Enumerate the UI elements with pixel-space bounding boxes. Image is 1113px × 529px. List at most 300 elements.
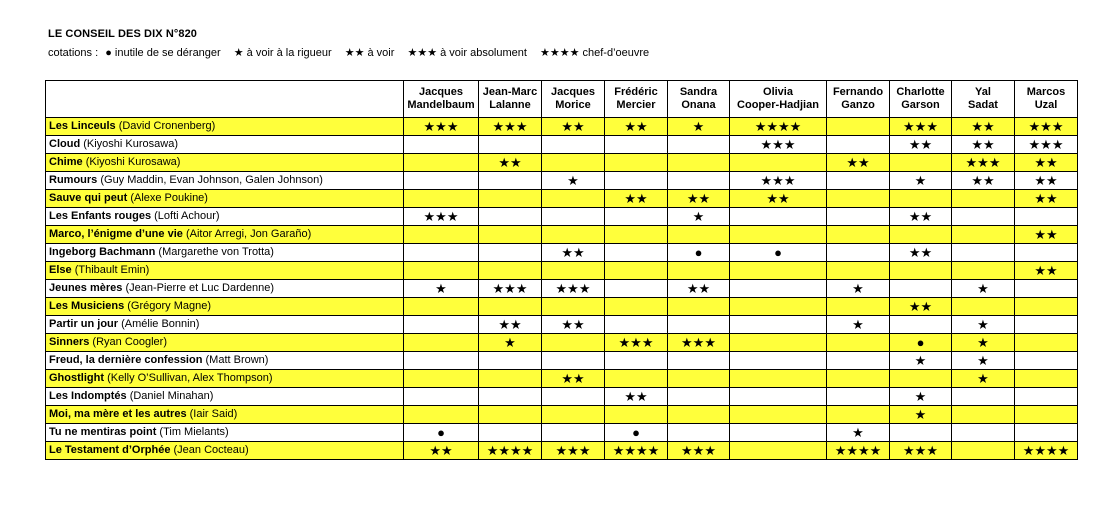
rating-cell: ★★: [890, 208, 952, 226]
rating-cell: [542, 208, 605, 226]
rating-cell: [730, 208, 827, 226]
rating-cell: ★★: [890, 298, 952, 316]
rating-cell: ★★: [542, 244, 605, 262]
legend-item-one-star: ★ à voir à la rigueur: [233, 47, 332, 59]
film-director: (Iair Said): [189, 408, 238, 420]
film-title: Moi, ma mère et les autres: [49, 408, 187, 420]
film-row: [46, 334, 1078, 352]
rating-cell: [890, 370, 952, 388]
rating-cell: ★: [827, 424, 890, 442]
rating-cell: ★: [827, 280, 890, 298]
rating-cell: [1015, 370, 1078, 388]
rating-cell: ★★: [605, 190, 668, 208]
rating-cell: [952, 244, 1015, 262]
rating-cell: [668, 352, 730, 370]
film-director: (Matt Brown): [205, 354, 269, 366]
rating-cell: [730, 154, 827, 172]
rating-cell: ★★: [952, 172, 1015, 190]
film-cell: [46, 424, 404, 442]
rating-cell: [890, 154, 952, 172]
rating-cell: ★: [404, 280, 479, 298]
film-row: [46, 136, 1078, 154]
rating-cell: ★★: [668, 280, 730, 298]
rating-cell: ★★: [1015, 226, 1078, 244]
film-title: Partir un jour: [49, 318, 119, 330]
critic-last-name: Lalanne: [489, 99, 531, 111]
rating-cell: [605, 298, 668, 316]
critic-header-6: [827, 81, 890, 118]
critic-header-2: [542, 81, 605, 118]
film-director: (Amélie Bonnin): [121, 318, 200, 330]
rating-cell: [730, 424, 827, 442]
page-title: LE CONSEIL DES DIX N°820: [48, 28, 198, 40]
film-cell: [46, 226, 404, 244]
rating-cell: ★: [952, 370, 1015, 388]
rating-cell: [404, 316, 479, 334]
rating-cell: [542, 298, 605, 316]
film-title: Les Musiciens: [49, 300, 125, 312]
rating-cell: ★★★: [542, 280, 605, 298]
rating-cell: ★★★★: [605, 442, 668, 460]
rating-cell: [404, 190, 479, 208]
rating-cell: ★: [890, 352, 952, 370]
critic-header-4: [668, 81, 730, 118]
rating-cell: [668, 370, 730, 388]
rating-cell: [1015, 406, 1078, 424]
film-row: [46, 172, 1078, 190]
critics-header-row: [46, 81, 1078, 118]
rating-cell: [479, 136, 542, 154]
rating-cell: [542, 334, 605, 352]
film-cell: [46, 406, 404, 424]
rating-cell: [952, 298, 1015, 316]
ratings-table: [45, 80, 1078, 460]
rating-cell: [827, 334, 890, 352]
critic-header-0: [404, 81, 479, 118]
film-title: Sinners: [49, 336, 90, 348]
rating-cell: [827, 352, 890, 370]
rating-cell: [404, 370, 479, 388]
film-cell: [46, 442, 404, 460]
rating-cell: [479, 190, 542, 208]
rating-cell: [890, 262, 952, 280]
critic-last-name: Uzal: [1034, 99, 1058, 111]
critic-header-3: [605, 81, 668, 118]
rating-cell: [605, 172, 668, 190]
rating-cell: [479, 388, 542, 406]
rating-cell: [542, 154, 605, 172]
rating-cell: [605, 406, 668, 424]
critic-last-name: Garson: [901, 99, 940, 111]
rating-cell: ★: [890, 388, 952, 406]
critic-first-name: Yal: [975, 86, 991, 98]
rating-cell: [730, 334, 827, 352]
rating-cell: [542, 424, 605, 442]
film-title: Chime: [49, 156, 83, 168]
film-cell: [46, 370, 404, 388]
film-director: (Tim Mielants): [159, 426, 229, 438]
film-title: Cloud: [49, 138, 81, 150]
rating-cell: [668, 388, 730, 406]
critic-last-name: Onana: [681, 99, 716, 111]
rating-cell: ★★★: [1015, 118, 1078, 136]
film-director: (Lofti Achour): [154, 210, 220, 222]
film-row: [46, 208, 1078, 226]
rating-cell: ★: [890, 406, 952, 424]
rating-cell: [827, 118, 890, 136]
film-row: [46, 244, 1078, 262]
film-title: Rumours: [49, 174, 98, 186]
rating-cell: [542, 388, 605, 406]
critic-header-1: [479, 81, 542, 118]
rating-cell: [1015, 244, 1078, 262]
rating-cell: ★: [479, 334, 542, 352]
film-title: Freud, la dernière confession: [49, 354, 203, 366]
critic-last-name: Ganzo: [841, 99, 875, 111]
critic-first-name: Jacques: [550, 86, 596, 98]
rating-cell: [730, 370, 827, 388]
rating-cell: [827, 298, 890, 316]
rating-cell: [605, 136, 668, 154]
film-director: (Kiyoshi Kurosawa): [85, 156, 181, 168]
rating-cell: [730, 280, 827, 298]
rating-cell: [1015, 280, 1078, 298]
critic-first-name: Frédéric: [614, 86, 658, 98]
critic-last-name: Cooper-Hadjian: [737, 99, 819, 111]
rating-cell: [479, 262, 542, 280]
film-cell: [46, 280, 404, 298]
film-row: [46, 226, 1078, 244]
rating-cell: ★★: [404, 442, 479, 460]
film-row: [46, 424, 1078, 442]
film-cell: [46, 118, 404, 136]
film-cell: [46, 388, 404, 406]
rating-cell: [827, 208, 890, 226]
film-title: Tu ne mentiras point: [49, 426, 157, 438]
rating-cell: ★★★: [668, 442, 730, 460]
rating-cell: ★★★: [404, 208, 479, 226]
film-cell: [46, 154, 404, 172]
film-director: (Margarethe von Trotta): [158, 246, 274, 258]
rating-cell: ★★: [1015, 262, 1078, 280]
critic-first-name: Jean-Marc: [482, 86, 538, 98]
film-row: [46, 316, 1078, 334]
critic-header-5: [730, 81, 827, 118]
rating-cell: [952, 226, 1015, 244]
rating-cell: [542, 406, 605, 424]
rating-cell: ★★★★: [827, 442, 890, 460]
rating-cell: [605, 154, 668, 172]
film-director: (Grégory Magne): [127, 300, 212, 312]
rating-cell: ★★: [890, 244, 952, 262]
rating-cell: ★★: [952, 118, 1015, 136]
rating-cell: [827, 262, 890, 280]
rating-cell: ★★: [730, 190, 827, 208]
critic-first-name: Charlotte: [896, 86, 945, 98]
rating-cell: [1015, 424, 1078, 442]
film-cell: [46, 172, 404, 190]
rating-cell: ★: [952, 334, 1015, 352]
critic-first-name: Olivia: [763, 86, 793, 98]
film-director: (Alexe Poukine): [130, 192, 208, 204]
legend-item-three-stars: ★★★ à voir absolument: [407, 47, 527, 59]
rating-cell: ★★★: [890, 118, 952, 136]
rating-cell: [1015, 334, 1078, 352]
film-director: (Guy Maddin, Evan Johnson, Galen Johnson): [100, 174, 323, 186]
film-row: [46, 190, 1078, 208]
rating-cell: ★★★: [479, 118, 542, 136]
critic-last-name: Mercier: [616, 99, 656, 111]
film-row: [46, 154, 1078, 172]
rating-cell: [404, 154, 479, 172]
film-cell: [46, 352, 404, 370]
rating-cell: ★: [952, 280, 1015, 298]
rating-cell: [479, 226, 542, 244]
film-title: Ingeborg Bachmann: [49, 246, 156, 258]
legend-lead: cotations :: [48, 47, 99, 59]
rating-cell: [479, 406, 542, 424]
film-director: (Kiyoshi Kurosawa): [83, 138, 178, 150]
film-director: (David Cronenberg): [118, 120, 216, 132]
rating-cell: [404, 406, 479, 424]
film-title: Jeunes mères: [49, 282, 123, 294]
rating-cell: [404, 334, 479, 352]
rating-cell: [730, 298, 827, 316]
film-director: (Daniel Minahan): [129, 390, 214, 402]
rating-cell: ★★: [1015, 154, 1078, 172]
legend-item-two-stars: ★★ à voir: [344, 47, 395, 59]
rating-cell: [404, 244, 479, 262]
rating-cell: ★★★: [479, 280, 542, 298]
rating-cell: ★★: [542, 316, 605, 334]
rating-cell: ★★★★: [1015, 442, 1078, 460]
rating-cell: [605, 262, 668, 280]
rating-cell: [730, 316, 827, 334]
rating-cell: ★★: [479, 316, 542, 334]
rating-cell: ★★★★: [479, 442, 542, 460]
rating-cell: [1015, 316, 1078, 334]
rating-cell: ★: [890, 172, 952, 190]
rating-cell: [730, 262, 827, 280]
rating-cell: ★★: [605, 388, 668, 406]
rating-cell: [827, 172, 890, 190]
rating-cell: [890, 280, 952, 298]
rating-cell: [952, 208, 1015, 226]
film-title: Ghostlight: [49, 372, 104, 384]
rating-cell: ★★: [542, 370, 605, 388]
film-row: [46, 352, 1078, 370]
film-row: [46, 262, 1078, 280]
rating-cell: [952, 442, 1015, 460]
critic-first-name: Jacques: [418, 86, 464, 98]
film-row: [46, 370, 1078, 388]
rating-cell: [668, 262, 730, 280]
rating-cell: [605, 244, 668, 262]
rating-cell: ★★: [1015, 190, 1078, 208]
rating-cell: ★: [827, 316, 890, 334]
rating-cell: [404, 172, 479, 190]
film-title: Marco, l’énigme d’une vie: [49, 228, 183, 240]
rating-cell: [605, 208, 668, 226]
film-cell: [46, 316, 404, 334]
rating-cell: [668, 298, 730, 316]
rating-cell: [668, 406, 730, 424]
rating-cell: ★★★: [404, 118, 479, 136]
rating-cell: [952, 406, 1015, 424]
rating-cell: ★★: [827, 154, 890, 172]
film-row: [46, 280, 1078, 298]
rating-cell: [827, 370, 890, 388]
rating-cell: [404, 262, 479, 280]
rating-cell: ●: [605, 424, 668, 442]
rating-cell: [730, 442, 827, 460]
rating-cell: [404, 298, 479, 316]
rating-cell: [730, 388, 827, 406]
header-corner-cell: [46, 81, 404, 118]
rating-cell: ★★: [952, 136, 1015, 154]
rating-cell: [404, 388, 479, 406]
film-title: Sauve qui peut: [49, 192, 128, 204]
rating-cell: [479, 208, 542, 226]
film-title: Les Linceuls: [49, 120, 116, 132]
rating-cell: [479, 244, 542, 262]
rating-cell: ★: [952, 352, 1015, 370]
rating-cell: [730, 226, 827, 244]
rating-cell: ★: [542, 172, 605, 190]
legend-item-four-stars: ★★★★ chef-d’oeuvre: [540, 47, 650, 59]
rating-cell: ★: [952, 316, 1015, 334]
critic-header-8: [952, 81, 1015, 118]
rating-cell: ★★: [1015, 172, 1078, 190]
rating-cell: [890, 226, 952, 244]
film-title: Else: [49, 264, 72, 276]
rating-cell: [890, 316, 952, 334]
film-rows: [46, 118, 1078, 460]
rating-cell: [668, 316, 730, 334]
film-director: (Jean Cocteau): [173, 444, 249, 456]
rating-cell: ★: [668, 118, 730, 136]
rating-cell: [952, 424, 1015, 442]
rating-cell: [827, 406, 890, 424]
rating-cell: ★★★: [668, 334, 730, 352]
critic-last-name: Sadat: [968, 99, 998, 111]
rating-cell: [479, 172, 542, 190]
rating-cell: [827, 244, 890, 262]
rating-cell: [542, 352, 605, 370]
rating-cell: [479, 424, 542, 442]
film-director: (Aitor Arregi, Jon Garaño): [185, 228, 312, 240]
rating-cell: [730, 406, 827, 424]
critic-last-name: Mandelbaum: [407, 99, 475, 111]
critic-first-name: Marcos: [1026, 86, 1066, 98]
film-cell: [46, 208, 404, 226]
rating-cell: [479, 370, 542, 388]
rating-cell: [542, 190, 605, 208]
rating-cell: [668, 136, 730, 154]
rating-cell: ★: [668, 208, 730, 226]
rating-cell: [1015, 388, 1078, 406]
rating-cell: [668, 424, 730, 442]
film-title: Les Indomptés: [49, 390, 127, 402]
film-cell: [46, 334, 404, 352]
film-director: (Kelly O’Sullivan, Alex Thompson): [107, 372, 273, 384]
rating-cell: [827, 136, 890, 154]
critic-header-7: [890, 81, 952, 118]
rating-cell: [605, 370, 668, 388]
rating-cell: ★★★: [952, 154, 1015, 172]
film-title: Les Enfants rouges: [49, 210, 152, 222]
rating-cell: [952, 190, 1015, 208]
rating-cell: ★★★: [730, 136, 827, 154]
rating-cell: ★★: [890, 136, 952, 154]
rating-cell: [668, 172, 730, 190]
rating-cell: [668, 226, 730, 244]
film-cell: [46, 298, 404, 316]
film-cell: [46, 190, 404, 208]
film-row: [46, 118, 1078, 136]
rating-cell: ★★: [479, 154, 542, 172]
rating-cell: [1015, 298, 1078, 316]
rating-cell: [1015, 208, 1078, 226]
film-director: (Ryan Coogler): [92, 336, 168, 348]
film-cell: [46, 136, 404, 154]
film-row: [46, 442, 1078, 460]
film-director: (Thibault Emin): [74, 264, 150, 276]
rating-cell: [605, 226, 668, 244]
legend-item-dot: ● inutile de se déranger: [105, 47, 221, 59]
rating-cell: ★★: [668, 190, 730, 208]
rating-cell: [730, 352, 827, 370]
rating-cell: [404, 136, 479, 154]
rating-cell: ★★★★: [730, 118, 827, 136]
film-cell: [46, 244, 404, 262]
rating-cell: ★★★: [1015, 136, 1078, 154]
ratings-legend: [48, 46, 659, 59]
rating-cell: [542, 136, 605, 154]
rating-cell: ★★★: [605, 334, 668, 352]
rating-cell: ●: [890, 334, 952, 352]
rating-cell: ●: [730, 244, 827, 262]
rating-cell: ★★★: [890, 442, 952, 460]
rating-cell: ●: [668, 244, 730, 262]
rating-cell: ★★: [605, 118, 668, 136]
rating-cell: [542, 226, 605, 244]
rating-cell: [605, 280, 668, 298]
rating-cell: ★★★: [542, 442, 605, 460]
rating-cell: [827, 226, 890, 244]
rating-cell: [1015, 352, 1078, 370]
rating-cell: [827, 190, 890, 208]
film-cell: [46, 262, 404, 280]
rating-cell: [605, 352, 668, 370]
rating-cell: [668, 154, 730, 172]
film-row: [46, 388, 1078, 406]
rating-cell: [827, 388, 890, 406]
critic-first-name: Fernando: [832, 86, 884, 98]
rating-cell: ★★★: [730, 172, 827, 190]
film-director: (Jean-Pierre et Luc Dardenne): [125, 282, 275, 294]
rating-cell: [479, 352, 542, 370]
rating-cell: [890, 424, 952, 442]
rating-cell: ★★: [542, 118, 605, 136]
critic-first-name: Sandra: [679, 86, 718, 98]
film-row: [46, 298, 1078, 316]
rating-cell: [605, 316, 668, 334]
film-title: Le Testament d’Orphée: [49, 444, 171, 456]
critic-last-name: Morice: [555, 99, 591, 111]
critic-header-9: [1015, 81, 1078, 118]
rating-cell: [404, 226, 479, 244]
